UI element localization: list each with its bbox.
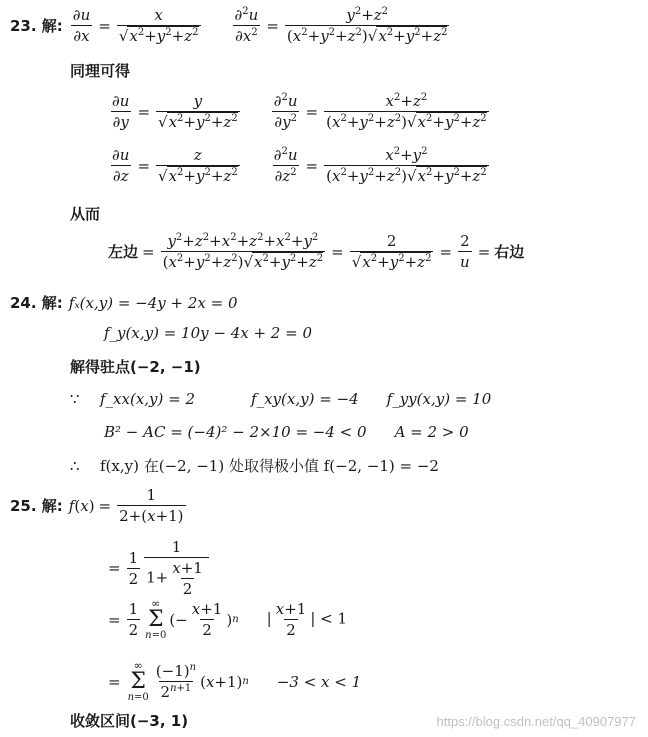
- p24-fyy: f_yy(x,y) = 10: [386, 390, 492, 408]
- p25-interval: 收敛区间(−3, 1): [70, 712, 189, 730]
- p24-fx: fₓ(x,y) = −4y + 2x = 0: [68, 293, 238, 312]
- p25-line1: 25. 解: f ( x ) = $\frac{1}{2+(x+1)}$: [10, 486, 184, 525]
- p25-step3: = $\frac{1}{2}$ ∞ Σ n=0 (− $\frac{x+1}{2}$ ) n | $\frac{x+1}{2}$ | < 1: [108, 597, 348, 641]
- p25-step2: = $\frac{1}{2}$ 1 1+ $\frac{x+1}{2}$: [104, 538, 211, 598]
- p24-fxy: f_xy(x,y) = −4: [251, 390, 359, 408]
- p24-line1: [10, 292, 238, 313]
- p24-fxx: f_xx(x,y) = 2: [100, 390, 196, 408]
- d2u-dz2: $\frac{\partial^2u}{\partial z^2}$: [273, 146, 298, 185]
- du-dy-value: $\frac{y}{√x^2+y^2+z^2}$: [158, 92, 238, 131]
- du-dx: $\frac{\partial u}{\partial x}$: [72, 6, 91, 45]
- p25-convergence: | $\frac{x+1}{2}$ | < 1: [266, 600, 348, 639]
- d2u-dz2-value: $\frac{x^2+y^2}{(x^2+y^2+z^2)√x^2+y^2+z^2}$: [326, 146, 487, 185]
- p23-line-y: $\frac{\partial u}{\partial y}$ = $\frac{y}{√x^2+y^2+z^2}$ $\frac{\partial^2u}{\partial y^2}$ = $\frac{x^2+z^2}{(x^2+y^2+z^2)√x^2+y^2+z^2}$: [112, 92, 487, 131]
- laplacian-simplified: $\frac{2}{√x^2+y^2+z^2}$: [351, 232, 432, 271]
- ratio: $\frac{x+1}{2}$: [191, 600, 223, 639]
- p23-sum-line: 左边 = $\frac{y^2+z^2+x^2+z^2+x^2+y^2}{(x^2+y^2+z^2)√x^2+y^2+z^2}$ = $\frac{2}{√x^2+y^2+z^2}$ = $\frac{2}{u}$ = 右边: [108, 232, 525, 271]
- p24-b2-ac: B² − AC = (−4)² − 2×10 = −4 < 0: [104, 423, 367, 441]
- p23-lhs: 左边: [108, 243, 139, 261]
- d2u-dx2-value: $\frac{y^2+z^2}{(x^2+y^2+z^2)√x^2+y^2+z^2}$: [286, 6, 448, 45]
- therefore-symbol: ∴: [70, 456, 80, 475]
- p24-second-derivs: [70, 390, 491, 408]
- du-dx-value: $\frac{x}{√x^2+y^2+z^2}$: [118, 6, 199, 45]
- p24-conclusion: f(x,y) 在(−2, −1) 处取得极小值 f(−2, −1) = −2: [100, 457, 439, 475]
- p25-range: −3 < x < 1: [276, 672, 362, 691]
- two-over-u: $\frac{2}{u}$: [460, 232, 470, 271]
- d2u-dy2-value: $\frac{x^2+z^2}{(x^2+y^2+z^2)√x^2+y^2+z^2}$: [326, 92, 487, 131]
- sum-symbol: ∞ Σ n=0: [145, 597, 167, 641]
- p24-a: A = 2 > 0: [394, 423, 469, 441]
- because-symbol: ∵: [70, 390, 80, 408]
- du-dz-value: $\frac{z}{√x^2+y^2+z^2}$: [158, 146, 238, 185]
- p25-geom-form: 1 1+ $\frac{x+1}{2}$: [144, 538, 209, 598]
- series-coef: $\frac{(-1)^n}{2^{n+1}}$: [155, 662, 197, 701]
- p25-step4: = ∞ Σ n=0 $\frac{(-1)^n}{2^{n+1}}$ ( x +1) n −3 < x < 1: [108, 659, 362, 703]
- p23-line-z: $\frac{\partial u}{\partial z}$ = $\frac{z}{√x^2+y^2+z^2}$ $\frac{\partial^2u}{\partial z^2}$ = $\frac{x^2+y^2}{(x^2+y^2+z^2)√x^2+y^2+z^2}$: [112, 146, 487, 185]
- p24-fy: f_y(x,y) = 10y − 4x + 2 = 0: [104, 324, 313, 342]
- sum-symbol-2: ∞ Σ n=0: [127, 659, 149, 703]
- p24-conclusion-line: [70, 455, 439, 476]
- d2u-dy2: $\frac{\partial^2u}{\partial y^2}$: [273, 92, 298, 131]
- p25-number: 25. 解:: [10, 497, 63, 515]
- half: $\frac{1}{2}$: [128, 548, 139, 588]
- p23-rhs: 右边: [494, 243, 525, 261]
- p23-number: 23. 解:: [10, 17, 63, 35]
- p24-number: 24. 解:: [10, 294, 63, 312]
- p23-same: 同理可得: [70, 62, 131, 80]
- p24-stationary: 解得驻点(−2, −1): [70, 358, 201, 376]
- half-2: $\frac{1}{2}$: [128, 600, 139, 639]
- laplacian-sum: $\frac{y^2+z^2+x^2+z^2+x^2+y^2}{(x^2+y^2+z^2)√x^2+y^2+z^2}$: [162, 232, 324, 271]
- p23-line1: 23. 解: $\frac{\partial u}{\partial x}$ = $\frac{x}{√x^2+y^2+z^2}$ $\frac{\partial^2u}{\partial x^2}$ = $\frac{y^2+z^2}{(x^2+y^2+z^2)√x^2+y^2+z^2}$: [10, 6, 448, 45]
- p24-discriminant: [104, 423, 469, 441]
- du-dy: $\frac{\partial u}{\partial y}$: [112, 92, 130, 131]
- p25-f-def: $\frac{1}{2+(x+1)}$: [119, 486, 184, 525]
- du-dz: $\frac{\partial u}{\partial z}$: [112, 146, 130, 185]
- p23-thus: 从而: [70, 205, 101, 223]
- d2u-dx2: $\frac{\partial^2u}{\partial x^2}$: [234, 6, 259, 45]
- watermark: https://blog.csdn.net/qq_40907977: [436, 714, 636, 729]
